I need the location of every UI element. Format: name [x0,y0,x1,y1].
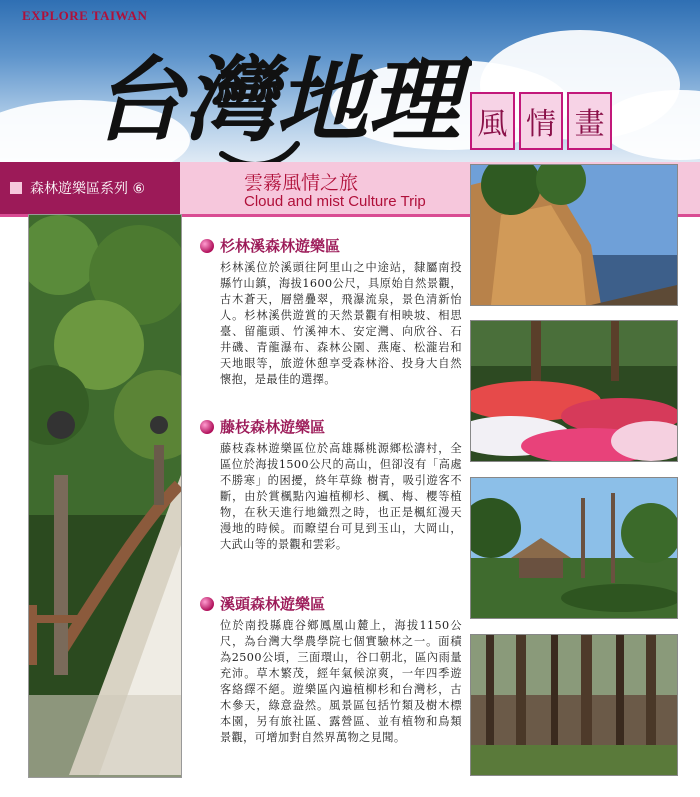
section-title: 溪頭森林遊樂區 [220,595,326,613]
hua-char-box: 畫 [567,92,612,150]
section-xitou [200,593,462,746]
section-heading [200,416,462,437]
calligraphy-title-text: 台灣地理 [92,46,461,154]
subtitle-english: Cloud and mist Culture Trip [244,193,426,210]
photo-cedar-forest [470,634,678,776]
section-heading [200,593,462,614]
pink-bullet-icon [200,597,214,611]
section-title: 杉林溪森林遊樂區 [220,237,341,255]
feng-qing-hua-boxes [470,92,612,150]
qing-char-box: 情 [519,92,564,150]
pink-bullet-icon [200,420,214,434]
section-body: 位於南投縣鹿谷鄉鳳凰山麓上，海拔1150公尺，為台灣大學農學院七個實驗林之一。面積為2500公頃，三面環山，谷口朝北，區內雨量充沛。草木繁茂，經年氣候涼爽，一年四季遊客絡繹不絕。遊樂區內遍植柳杉和台灣杉，古木參天，綠意盎然。風景區包括竹類及樹木標本園，另有旅社區、露營區、並有植物和鳥類景觀，可增加對自然界萬物之見聞。 [220,619,462,744]
explore-taiwan-label: EXPLORE TAIWAN [22,8,148,23]
photo-flower-garden [470,320,678,462]
square-bullet-icon [10,182,22,194]
section-body: 藤枝森林遊樂區位於高雄縣桃源鄉松濤村，全區位於海拔1500公尺的高山，但卻沒有「高處不勝寒」的困擾，終年草綠 樹青，吸引遊客不斷，由於賞楓點內遍植柳杉、楓、梅、櫻等植物，在秋天進行地織烈之時，也正是楓紅漫天漫地的時候。而瞭望台可見到玉山，大岡山，大武山等的景觀和雲彩。 [220,442,462,551]
photo-cliff-road [470,164,678,306]
section-heading [200,235,462,256]
section-body: 杉林溪位於溪頭往阿里山之中途站，隸屬南投縣竹山鎮，海拔1600公尺，具原始自然景觀，古木蒼天，層巒疊翠，飛瀑流泉，景色清新怡人。杉林溪供遊賞的天然景觀有相映坡、相思臺、留龍頭、竹溪神木、安定灣、向欣谷、石井磯、青龍瀑布、森林公園、燕庵、松瀧岩和天地眼等，旅遊休憩享受森林浴、投身大自然懷抱，是最佳的選擇。 [220,261,462,386]
series-label-bar [0,162,180,214]
section-shanlinxi [200,235,462,388]
section-title: 藤枝森林遊樂區 [220,418,326,436]
main-photo-stone-bridge [28,214,182,778]
pink-bullet-icon [200,239,214,253]
section-tengzhi [200,416,462,553]
subtitle-chinese: 雲霧風情之旅 [244,172,359,194]
feng-char-box: 風 [470,92,515,150]
calligraphy-title [82,14,472,179]
series-label: 森林遊樂區系列 ⑥ [30,181,146,197]
photo-pavilion-forest [470,477,678,619]
